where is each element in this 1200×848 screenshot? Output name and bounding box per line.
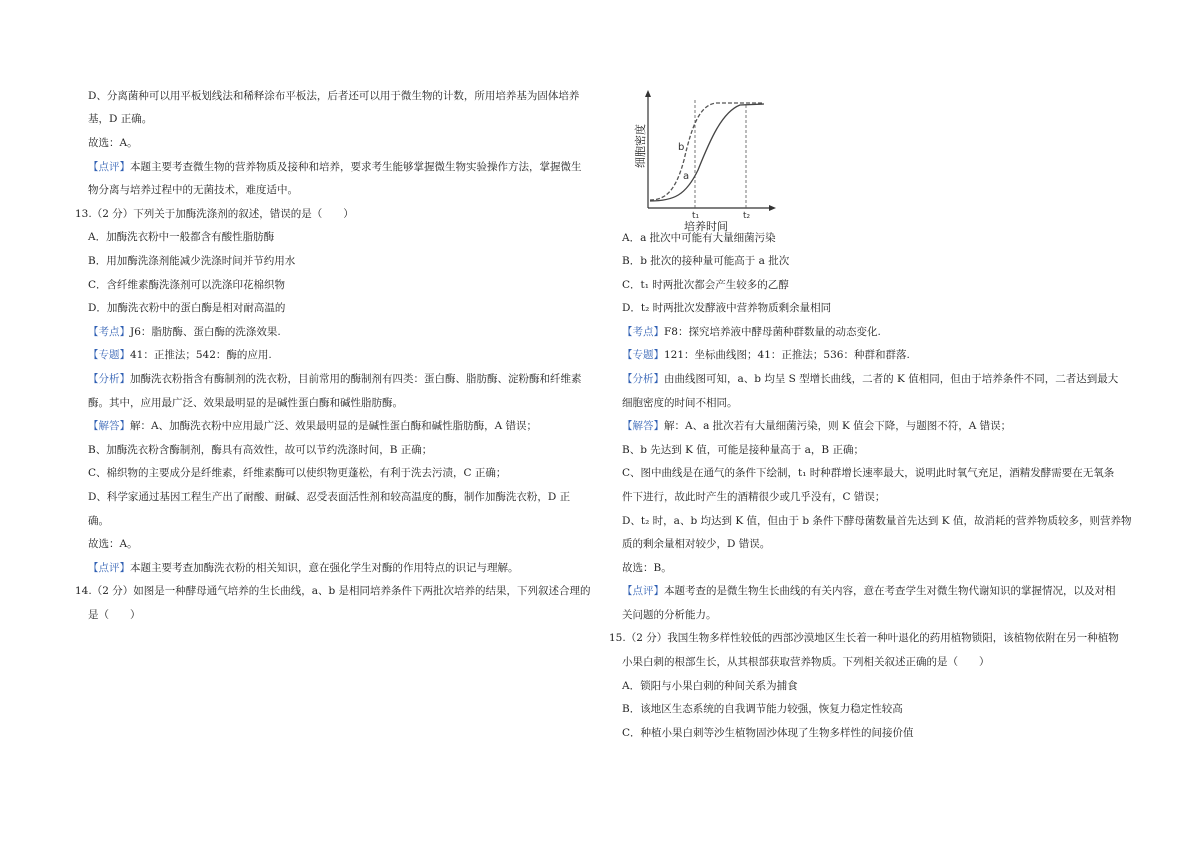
- line-text: 故选：A。: [88, 137, 138, 149]
- text-line: [88, 604, 141, 628]
- text-line: [622, 698, 903, 722]
- text-line: [88, 156, 582, 180]
- line-text: A．a 批次中可能有大量细菌污染: [622, 232, 776, 244]
- text-line: [622, 604, 717, 628]
- line-text: C．种植小果白刺等沙生植物固沙体现了生物多样性的间接价值: [622, 727, 914, 739]
- line-text: 本题考查的是微生物生长曲线的有关内容，意在考查学生对微生物代谢知识的掌握情况，以及对相: [664, 585, 1116, 597]
- section-tag: 【点评】: [622, 585, 664, 597]
- line-text: J6：脂肪酶、蛋白酶的洗涤效果.: [130, 326, 281, 338]
- text-line: [88, 486, 570, 510]
- text-line: [622, 321, 881, 345]
- line-text: 基，D 正确。: [88, 113, 153, 125]
- text-line: [88, 321, 281, 345]
- line-text: 细胞密度的时间不相同。: [622, 397, 738, 409]
- question-stem: [609, 627, 1119, 651]
- text-line: [88, 226, 274, 250]
- text-line: [622, 415, 1011, 439]
- line-text: B．该地区生态系统的自我调节能力较强，恢复力稳定性较高: [622, 703, 903, 715]
- y-axis-label: 细胞密度: [634, 124, 647, 168]
- x-tick-t2: t₂: [743, 211, 751, 221]
- line-text: 13.（2 分）下列关于加酶洗涤剂的叙述，错误的是（ ）: [75, 208, 354, 220]
- line-text: 本题主要考查加酶洗衣粉的相关知识，意在强化学生对酶的作用特点的识记与理解。: [130, 562, 519, 574]
- text-line: [88, 108, 152, 132]
- line-text: F8：探究培养液中酵母菌种群数量的动态变化.: [664, 326, 881, 338]
- line-text: 小果白刺的根部生长，从其根部获取营养物质。下列相关叙述正确的是（ ）: [622, 656, 990, 668]
- text-line: [622, 368, 1118, 392]
- line-text: A．锁阳与小果白刺的种间关系为捕食: [622, 680, 798, 692]
- text-line: [88, 85, 579, 109]
- line-text: D．t₂ 时两批次发酵液中营养物质剩余量相同: [622, 302, 832, 314]
- line-text: B、b 先达到 K 值，可能是接种量高于 a，B 正确；: [622, 444, 864, 456]
- section-tag: 【点评】: [88, 562, 130, 574]
- text-line: [88, 462, 506, 486]
- text-line: [88, 439, 432, 463]
- line-text: D、t₂ 时，a、b 均达到 K 值，但由于 b 条件下酵母菌数量首先达到 K 值，故消耗的营养物质较多，则营养物: [622, 515, 1132, 527]
- line-text: 由曲线图可知，a、b 均呈 S 型增长曲线，二者的 K 值相同，但由于培养条件不同，二者达到最大: [664, 373, 1119, 385]
- line-text: 本题主要考查微生物的营养物质及接种和培养，要求考生能够掌握微生物实验操作方法，掌握微生: [130, 161, 582, 173]
- section-tag: 【解答】: [88, 420, 130, 432]
- text-line: [88, 179, 298, 203]
- text-line: [88, 557, 519, 581]
- text-line: [88, 297, 285, 321]
- text-line: [88, 415, 537, 439]
- text-line: [88, 533, 138, 557]
- text-line: [622, 392, 738, 416]
- series-b-label: b: [678, 142, 685, 153]
- x-axis-label: 培养时间: [684, 220, 728, 233]
- text-line: [622, 675, 798, 699]
- x-axis-arrow: [769, 205, 776, 211]
- section-tag: 【分析】: [88, 373, 130, 385]
- section-tag: 【点评】: [88, 161, 130, 173]
- line-text: D、分离菌种可以用平板划线法和稀释涂布平板法，后者还可以用于微生物的计数，所用培养基为固体培养: [88, 90, 580, 102]
- line-text: 解：A、加酶洗衣粉中应用最广泛、效果最明显的是碱性蛋白酶和碱性脂肪酶，A 错误；: [130, 420, 538, 432]
- question-stem: [75, 580, 591, 604]
- line-text: 确。: [88, 515, 109, 527]
- line-text: 是（ ）: [88, 609, 141, 621]
- text-line: [622, 344, 910, 368]
- line-text: C、棉织物的主要成分是纤维素，纤维素酶可以使织物更蓬松，有利于洗去污渍，C 正确；: [88, 467, 507, 479]
- text-line: [622, 510, 1131, 534]
- text-line: [88, 344, 272, 368]
- series-a-label: a: [683, 171, 690, 182]
- series-b-curve: [650, 103, 764, 200]
- text-line: [622, 274, 789, 298]
- line-text: A．加酶洗衣粉中一般都含有酸性脂肪酶: [88, 231, 275, 243]
- series-a-curve: [650, 104, 764, 201]
- line-text: 121：坐标曲线图；41：正推法；536：种群和群落.: [664, 349, 910, 361]
- line-text: 质的剩余量相对较少，D 错误。: [622, 538, 771, 550]
- line-text: D、科学家通过基因工程生产出了耐酸、耐碱、忍受表面活性剂和较高温度的酶，制作加酶洗衣粉，D 正: [88, 491, 571, 503]
- text-line: [88, 368, 582, 392]
- section-tag: 【分析】: [622, 373, 664, 385]
- line-text: C．t₁ 时两批次都会产生较多的乙醇: [622, 279, 789, 291]
- text-line: [88, 274, 285, 298]
- line-text: D．加酶洗衣粉中的蛋白酶是相对耐高温的: [88, 302, 286, 314]
- text-line: [88, 392, 403, 416]
- text-line: [622, 722, 914, 746]
- line-text: 物分离与培养过程中的无菌技术，难度适中。: [88, 184, 298, 196]
- line-text: 酶。其中，应用最广泛、效果最明显的是碱性蛋白酶和碱性脂肪酶。: [88, 397, 403, 409]
- section-tag: 【专题】: [88, 349, 130, 361]
- line-text: 14.（2 分）如图是一种酵母通气培养的生长曲线，a、b 是相同培养条件下两批次培养的结果，下列叙述合理的: [75, 585, 591, 597]
- text-line: [88, 250, 295, 274]
- line-text: B．用加酶洗涤剂能减少洗涤时间并节约用水: [88, 255, 296, 267]
- line-text: 关问题的分析能力。: [622, 609, 717, 621]
- y-axis-arrow: [645, 90, 651, 97]
- line-text: 解：A、a 批次若有大量细菌污染，则 K 值会下降，与题图不符，A 错误；: [664, 420, 1012, 432]
- text-line: [622, 557, 672, 581]
- line-text: 41：正推法；542：酶的应用.: [130, 349, 272, 361]
- x-tick-t1: t₁: [692, 211, 700, 221]
- text-line: [622, 462, 1114, 486]
- growth-curve-chart: [636, 90, 776, 232]
- line-text: 15.（2 分）我国生物多样性较低的西部沙漠地区生长着一种叶退化的药用植物锁阳，该植物依附在另一种植物: [609, 632, 1119, 644]
- line-text: B．b 批次的接种量可能高于 a 批次: [622, 255, 790, 267]
- section-tag: 【解答】: [622, 420, 664, 432]
- text-line: [622, 651, 990, 675]
- line-text: C．含纤维素酶洗涤剂可以洗涤印花棉织物: [88, 279, 286, 291]
- line-text: 故选：B。: [622, 562, 672, 574]
- text-line: [622, 297, 831, 321]
- line-text: 加酶洗衣粉指含有酶制剂的洗衣粉，目前常用的酶制剂有四类：蛋白酶、脂肪酶、淀粉酶和纤维素: [130, 373, 582, 385]
- text-line: [88, 510, 109, 534]
- question-stem: [75, 203, 354, 227]
- section-tag: 【考点】: [88, 326, 130, 338]
- text-line: [622, 533, 770, 557]
- text-line: [622, 580, 1116, 604]
- section-tag: 【考点】: [622, 326, 664, 338]
- line-text: 件下进行，故此时产生的酒精很少或几乎没有，C 错误；: [622, 491, 886, 503]
- section-tag: 【专题】: [622, 349, 664, 361]
- line-text: B、加酶洗衣粉含酶制剂，酶具有高效性，故可以节约洗涤时间，B 正确；: [88, 444, 433, 456]
- text-line: [622, 486, 885, 510]
- text-line: [622, 439, 864, 463]
- line-text: C、图中曲线是在通气的条件下绘制，t₁ 时种群增长速率最大，说明此时氧气充足，酒精发酵需要在无氧条: [622, 467, 1115, 479]
- text-line: [622, 250, 789, 274]
- text-line: [88, 132, 138, 156]
- line-text: 故选：A。: [88, 538, 138, 550]
